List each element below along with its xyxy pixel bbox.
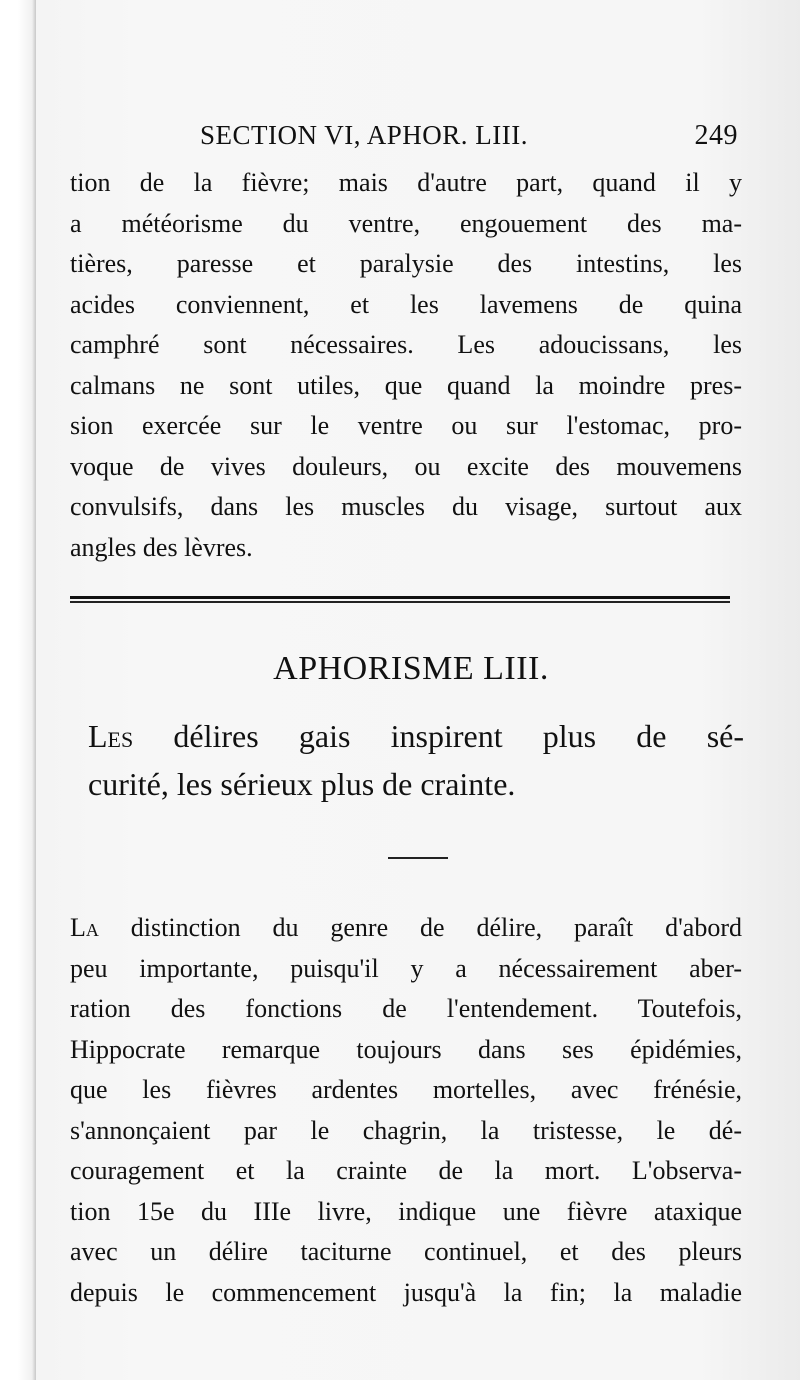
text-line: peu importante, puisqu'il y a nécessairement aber-: [70, 953, 742, 983]
text-line-rest: distinction du genre de délire, paraît d'abord: [98, 913, 742, 942]
page-gutter-edge: [18, 0, 36, 1380]
text-line: Hippocrate remarque toujours dans ses épidémies,: [70, 1034, 742, 1064]
aphorism-text: [88, 712, 744, 808]
text-line: acides conviennent, et les lavemens de quina: [70, 289, 742, 319]
text-line: camphré sont nécessaires. Les adoucissans, les: [70, 330, 742, 359]
text-line: tières, paresse et paralysie des intestins, les: [70, 249, 742, 278]
section-divider-double-rule: [70, 596, 730, 604]
text-line: depuis le commencement jusqu'à la fin; la maladie: [70, 1277, 742, 1307]
text-line: angles des lèvres.: [70, 532, 253, 562]
text-line: voque de vives douleurs, ou excite des mouvemens: [70, 451, 742, 481]
text-line: que les fièvres ardentes mortelles, avec frénésie,: [70, 1075, 742, 1104]
text-line: sion exercée sur le ventre ou sur l'estomac, pro-: [70, 411, 742, 440]
divider-thick-line: [70, 596, 730, 599]
aphorism-heading: APHORISME LIII.: [273, 650, 549, 687]
commentary-initial-word: La: [70, 913, 99, 942]
commentary-paragraph: [70, 908, 742, 1313]
book-page: [18, 0, 800, 1380]
text-line: couragement et la crainte de la mort. L'observa-: [70, 1156, 742, 1185]
text-line: ration des fonctions de l'entendement. Toutefois,: [70, 994, 742, 1023]
aphorism-line: [88, 712, 744, 760]
running-title: SECTION VI, APHOR. LIII.: [200, 120, 528, 150]
paragraph-continued: [70, 163, 742, 568]
aphorism-line: curité, les sérieux plus de crainte.: [88, 766, 516, 802]
page-number: 249: [694, 120, 738, 151]
text-line: calmans ne sont utiles, que quand la moindre pres-: [70, 370, 742, 400]
short-divider-rule: [388, 857, 448, 859]
text-line: [70, 908, 742, 949]
text-line: tion de la fièvre; mais d'autre part, quand il y: [70, 168, 742, 197]
text-line: s'annonçaient par le chagrin, la tristesse, le dé-: [70, 1115, 742, 1145]
aphorism-initial-word: Les: [88, 718, 134, 754]
text-line: a météorisme du ventre, engouement des ma-: [70, 208, 742, 238]
text-line: convulsifs, dans les muscles du visage, surtout aux: [70, 492, 742, 521]
running-header: [200, 120, 738, 154]
text-line: avec un délire taciturne continuel, et des pleurs: [70, 1237, 742, 1266]
text-line: tion 15e du IIIe livre, indique une fièvre ataxique: [70, 1196, 742, 1226]
divider-thin-line: [70, 601, 730, 603]
aphorism-line-rest: délires gais inspirent plus de sé-: [133, 718, 744, 754]
